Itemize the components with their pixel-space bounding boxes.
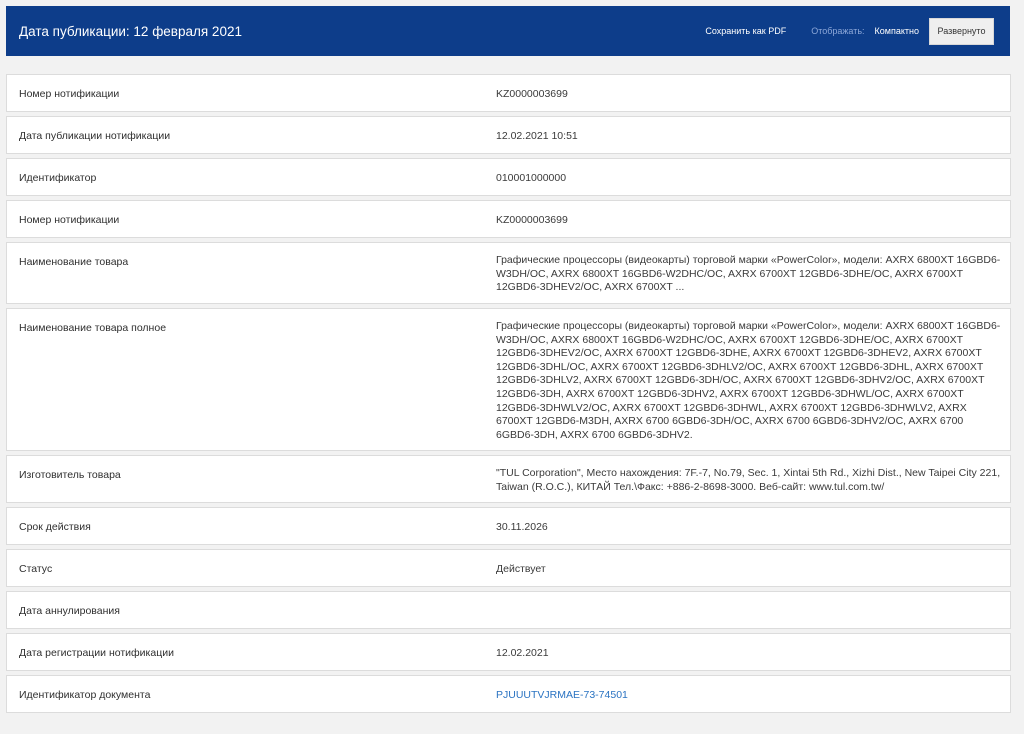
row-label: Дата аннулирования bbox=[19, 605, 120, 617]
expanded-view-button[interactable]: Развернуто bbox=[929, 18, 994, 45]
notification-details-list bbox=[6, 74, 1011, 717]
row-value: 010001000000 bbox=[496, 172, 567, 184]
detail-row bbox=[6, 455, 1011, 503]
detail-row bbox=[6, 633, 1011, 671]
detail-row bbox=[6, 116, 1011, 154]
row-value: Действует bbox=[496, 563, 546, 575]
row-value: "TUL Corporation", Место нахождения: 7F.-7, No.79, Sec. 1, Xintai 5th Rd., Xizhi Dist., New Taipei City 221, Taiwan (R.O.C.), КИТАЙ Тел.\Факс: +886-2-8698-3000. Веб-сайт: www.tul.com.tw/ bbox=[496, 467, 1001, 493]
row-label: Наименование товара полное bbox=[19, 322, 167, 334]
document-id-link[interactable]: PJUUUTVJRMAE-73-74501 bbox=[496, 689, 628, 701]
compact-view-button[interactable]: Компактно bbox=[874, 26, 919, 36]
detail-row bbox=[6, 549, 1011, 587]
row-label: Дата публикации нотификации bbox=[19, 130, 171, 142]
row-value: Графические процессоры (видеокарты) торговой марки «PowerColor», модели: AXRX 6800XT 16GBD6-W3DH/OC, AXRX 6800XT 16GBD6-W2DHC/OC, AXRX 6700XT 12GBD6-3DHE/OC, AXRX 6700XT 12GBD6-3DHEV2/OC, AXRX 6700XT 12GBD6-3DHE, AXRX 6700XT 12GBD6-3DHEV2, AXRX 6700XT 12GBD6-3DHL/OC, AXRX 6700XT 12GBD6-3DHLV2/OC, AXRX 6700XT 12GBD6-3DHL, AXRX 6700XT 12GBD6-3DHLV2, AXRX 6700XT 12GBD6-3DH/OC, AXRX 6700XT 12GBD6-3DHV2/OC, AXRX 6700XT 12GBD6-3DH, AXRX 6700XT 12GBD6-3DHV2, AXRX 6700XT 12GBD6-3DHWL/OC, AXRX 6700XT 12GBD6-3DHWLV2/OC, AXRX 6700XT 12GBD6-3DHWL, AXRX 6700XT 12GBD6-3DHWLV2, AXRX 6700XT 12GBD6-M3DH, AXRX 6700 6GBD6-3DH/OC, AXRX 6700 6GBD6-3DHV2/OC, AXRX 6700 6GBD6-3DH, AXRX 6700 6GBD6-3DHV2. bbox=[496, 320, 1001, 441]
row-value: 12.02.2021 10:51 bbox=[496, 130, 578, 142]
detail-row bbox=[6, 507, 1011, 545]
row-label: Срок действия bbox=[19, 521, 91, 533]
detail-row bbox=[6, 242, 1011, 304]
detail-row bbox=[6, 74, 1011, 112]
display-mode-label: Отображать: bbox=[811, 26, 865, 36]
detail-row bbox=[6, 308, 1011, 451]
row-label: Статус bbox=[19, 563, 53, 575]
row-label: Номер нотификации bbox=[19, 214, 120, 226]
row-label: Наименование товара bbox=[19, 256, 129, 268]
page-header bbox=[6, 6, 1010, 56]
row-value: 12.02.2021 bbox=[496, 647, 549, 659]
row-label: Идентификатор bbox=[19, 172, 97, 184]
detail-row bbox=[6, 200, 1011, 238]
row-label: Дата регистрации нотификации bbox=[19, 647, 174, 659]
detail-row bbox=[6, 591, 1011, 629]
detail-row bbox=[6, 158, 1011, 196]
row-value: Графические процессоры (видеокарты) торговой марки «PowerColor», модели: AXRX 6800XT 16GBD6-W3DH/OC, AXRX 6800XT 16GBD6-W2DHC/OC, AXRX 6700XT 12GBD6-3DHE/OC, AXRX 6700XT 12GBD6-3DHEV2/OC, AXRX 6700XT ... bbox=[496, 254, 1001, 294]
page-title: Дата публикации: 12 февраля 2021 bbox=[19, 23, 242, 39]
row-value: KZ0000003699 bbox=[496, 88, 568, 100]
row-value: KZ0000003699 bbox=[496, 214, 568, 226]
row-label: Идентификатор документа bbox=[19, 689, 151, 701]
row-label: Изготовитель товара bbox=[19, 469, 121, 481]
save-pdf-link[interactable]: Сохранить как PDF bbox=[705, 26, 787, 36]
row-value: 30.11.2026 bbox=[496, 521, 548, 533]
row-label: Номер нотификации bbox=[19, 88, 120, 100]
detail-row bbox=[6, 675, 1011, 713]
